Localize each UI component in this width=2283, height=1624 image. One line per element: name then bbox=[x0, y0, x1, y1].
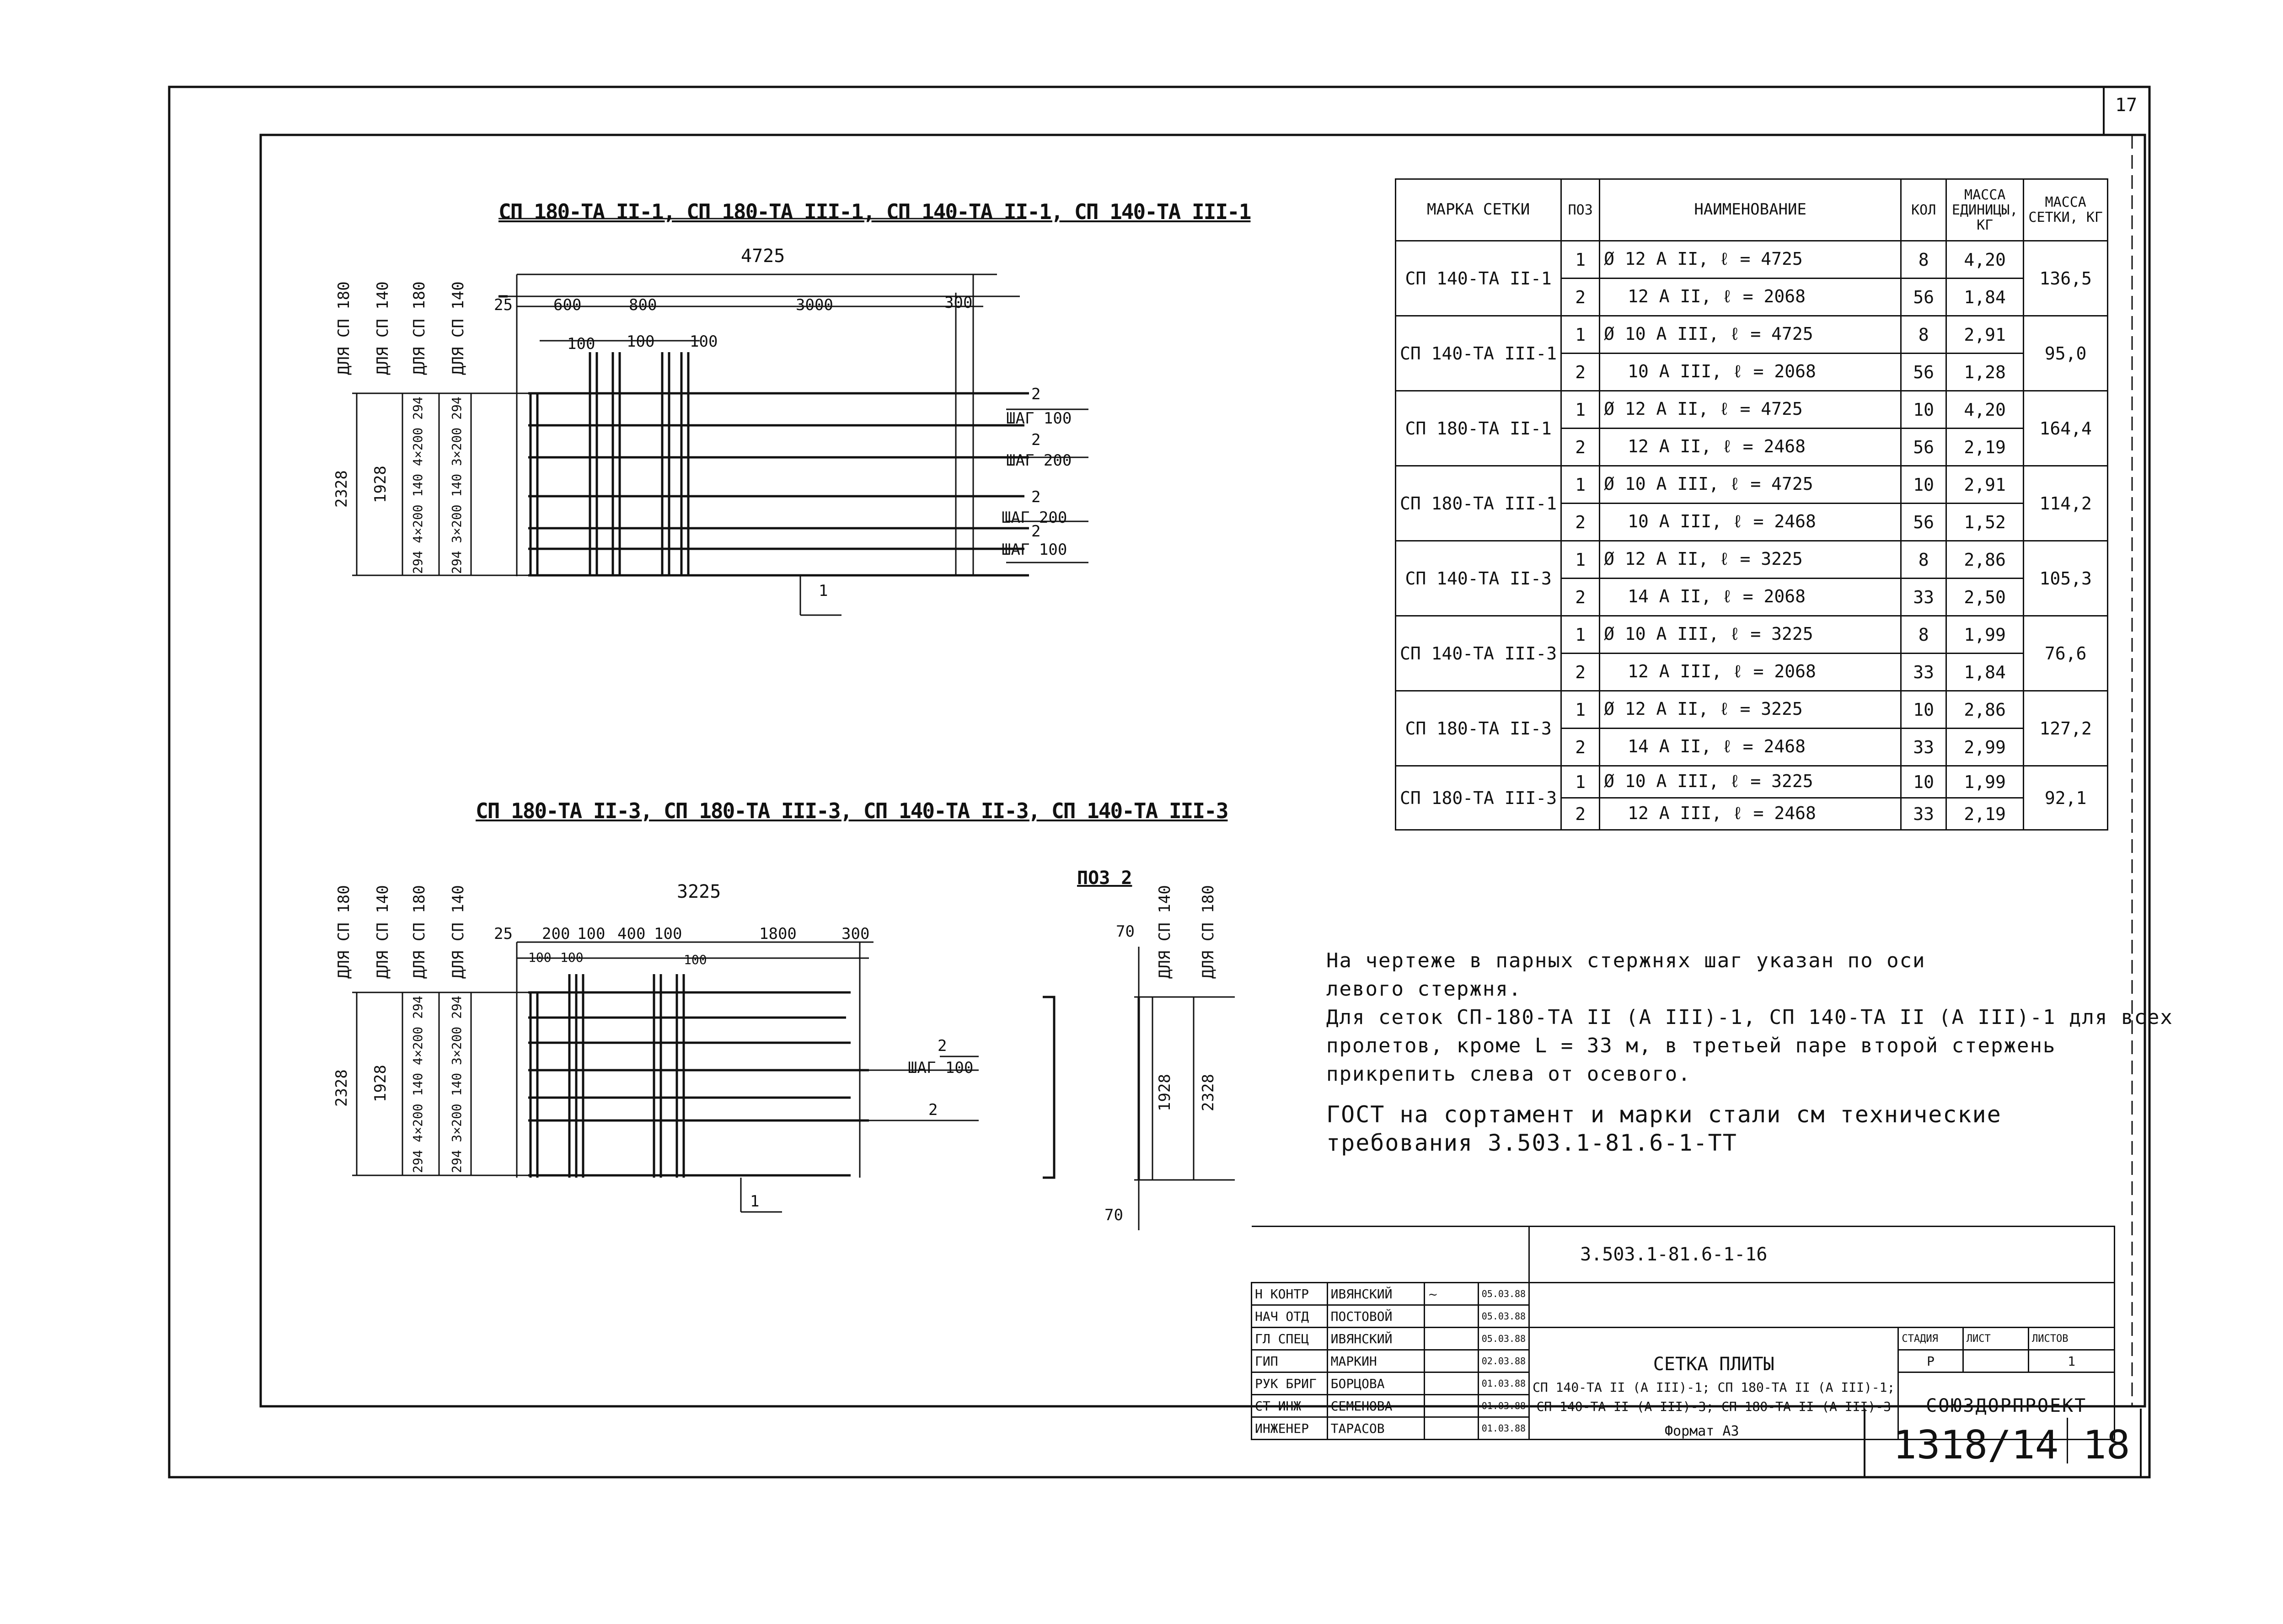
d1-label-sp180-b: ДЛЯ СП 180 bbox=[410, 281, 429, 375]
d2-dim-small-2: 100 bbox=[560, 950, 584, 965]
spec-table bbox=[1395, 178, 2108, 831]
role-cell: ГЛ СПЕЦ bbox=[1252, 1328, 1328, 1350]
pos-cell: 2 bbox=[1561, 798, 1600, 830]
d2-label-sp180-a: ДЛЯ СП 180 bbox=[335, 885, 353, 979]
pos2-label-sp140: ДЛЯ СП 140 bbox=[1156, 885, 1174, 979]
name-cell: 12 А II, ℓ = 2068 bbox=[1600, 279, 1901, 316]
qty-cell: 56 bbox=[1901, 429, 1946, 466]
d1-callout-2a: 2 bbox=[1031, 385, 1041, 403]
date-cell: 05.03.88 bbox=[1478, 1305, 1529, 1328]
organization: СОЮЗДОРПРОЕКТ bbox=[1898, 1372, 2115, 1440]
mass-cell: 2,50 bbox=[1946, 579, 2024, 616]
pos-cell: 1 bbox=[1561, 541, 1600, 579]
col-qty: КОЛ bbox=[1901, 179, 1946, 241]
pos2-title: ПОЗ 2 bbox=[1077, 868, 1132, 889]
date-cell: 05.03.88 bbox=[1478, 1328, 1529, 1350]
date-cell: 05.03.88 bbox=[1478, 1283, 1529, 1305]
name-cell: ИВЯНСКИЙ bbox=[1327, 1283, 1425, 1305]
name-cell: 12 А III, ℓ = 2468 bbox=[1600, 798, 1901, 830]
stage-value: Р bbox=[1898, 1350, 1963, 1372]
role-cell: СТ ИНЖ bbox=[1252, 1395, 1328, 1417]
title-cell bbox=[1529, 1328, 1898, 1440]
signature-cell bbox=[1425, 1350, 1478, 1372]
qty-cell: 33 bbox=[1901, 729, 1946, 766]
d1-callout-2c: 2 bbox=[1031, 488, 1041, 506]
pos2-label-sp180: ДЛЯ СП 180 bbox=[1199, 885, 1217, 979]
mass-cell: 1,52 bbox=[1946, 504, 2024, 541]
qty-cell: 8 bbox=[1901, 316, 1946, 354]
sheet-value bbox=[1963, 1350, 2028, 1372]
pos-cell: 1 bbox=[1561, 391, 1600, 429]
col-mark: МАРКА СЕТКИ bbox=[1396, 179, 1561, 241]
table-row bbox=[1396, 391, 2108, 429]
total-cell: 127,2 bbox=[2024, 691, 2108, 766]
stamp-header-empty bbox=[1252, 1227, 1529, 1283]
d1-step-200a: ШАГ 200 bbox=[1006, 451, 1072, 470]
d2-dim-25: 25 bbox=[494, 925, 513, 943]
mass-cell: 2,91 bbox=[1946, 466, 2024, 504]
mass-cell: 2,19 bbox=[1946, 429, 2024, 466]
date-cell: 01.03.88 bbox=[1478, 1395, 1529, 1417]
col-name: НАИМЕНОВАНИЕ bbox=[1600, 179, 1901, 241]
total-cell: 105,3 bbox=[2024, 541, 2108, 616]
table-row bbox=[1396, 316, 2108, 354]
d2-dim-chain-140: 294 3×200 140 3×200 294 bbox=[449, 996, 464, 1173]
mark-cell: СП 140-ТА III-1 bbox=[1396, 316, 1561, 391]
name-cell: 14 А II, ℓ = 2068 bbox=[1600, 579, 1901, 616]
date-cell: 01.03.88 bbox=[1478, 1417, 1529, 1440]
qty-cell: 10 bbox=[1901, 766, 1946, 798]
d1-dim-chain-140: 294 3×200 140 3×200 294 bbox=[449, 397, 464, 574]
pos-cell: 2 bbox=[1561, 354, 1600, 391]
qty-cell: 10 bbox=[1901, 391, 1946, 429]
drawing-code: 3.503.1-81.6-1-16 bbox=[1529, 1227, 2115, 1283]
d2-label-sp140-a: ДЛЯ СП 140 bbox=[374, 885, 392, 979]
d2-dim-2328: 2328 bbox=[332, 1069, 351, 1107]
d1-label-sp180-a: ДЛЯ СП 180 bbox=[335, 281, 353, 375]
d1-step-200b: ШАГ 200 bbox=[1002, 509, 1067, 527]
signature-cell bbox=[1425, 1417, 1478, 1440]
d2-dim-1800: 1800 bbox=[759, 925, 797, 943]
archive-box bbox=[1864, 1409, 2142, 1477]
notes-block bbox=[1326, 947, 2173, 1157]
d1-dim-1928: 1928 bbox=[371, 466, 390, 503]
col-total-mass: МАССА СЕТКИ, КГ bbox=[2024, 179, 2108, 241]
mark-cell: СП 180-ТА II-3 bbox=[1396, 691, 1561, 766]
pos-cell: 2 bbox=[1561, 654, 1600, 691]
d2-dim-200: 200 bbox=[542, 925, 570, 943]
pos-cell: 2 bbox=[1561, 279, 1600, 316]
mass-cell: 2,86 bbox=[1946, 691, 2024, 729]
drawing2-total: 3225 bbox=[677, 881, 721, 902]
d2-dim-400: 400 bbox=[617, 925, 646, 943]
role-cell: ГИП bbox=[1252, 1350, 1328, 1372]
mark-cell: СП 140-ТА II-3 bbox=[1396, 541, 1561, 616]
stage-label: СТАДИЯ bbox=[1898, 1328, 1963, 1350]
d1-step-100a: ШАГ 100 bbox=[1006, 409, 1072, 428]
pos-cell: 1 bbox=[1561, 616, 1600, 654]
date-cell: 02.03.88 bbox=[1478, 1350, 1529, 1372]
name-cell: 10 А III, ℓ = 2468 bbox=[1600, 504, 1901, 541]
sheets-label: ЛИСТОВ bbox=[2029, 1328, 2115, 1350]
pos-cell: 2 bbox=[1561, 579, 1600, 616]
drawing2-mesh bbox=[352, 942, 979, 1212]
pos2-dim-70-top: 70 bbox=[1116, 922, 1135, 941]
drawing2-title: СП 180-ТА II-3, СП 180-ТА III-3, СП 140-ТА II-3, СП 140-ТА III-3 bbox=[476, 799, 1228, 823]
name-cell: 12 А II, ℓ = 2468 bbox=[1600, 429, 1901, 466]
mass-cell: 2,86 bbox=[1946, 541, 2024, 579]
d2-dim-chain-180: 294 4×200 140 4×200 294 bbox=[410, 996, 425, 1173]
d2-dim-100a: 100 bbox=[577, 925, 606, 943]
mass-cell: 2,99 bbox=[1946, 729, 2024, 766]
d1-callout-2d: 2 bbox=[1031, 522, 1041, 541]
sheet-title-3: СП 140-ТА II (А III)-3; СП 180-ТА II (А III)-3 bbox=[1536, 1399, 1891, 1414]
d2-callout-2a: 2 bbox=[938, 1037, 947, 1055]
d1-dim-300: 300 bbox=[944, 294, 973, 312]
name-cell: Ø 10 А III, ℓ = 3225 bbox=[1600, 766, 1901, 798]
d1-dim-600: 600 bbox=[553, 296, 582, 314]
d1-label-sp140-b: ДЛЯ СП 140 bbox=[449, 281, 467, 375]
note-line: На чертеже в парных стержнях шаг указан по оси bbox=[1326, 949, 1926, 972]
d1-dim-small-3: 100 bbox=[690, 332, 718, 351]
name-cell: Ø 10 А III, ℓ = 3225 bbox=[1600, 616, 1901, 654]
table-row bbox=[1396, 241, 2108, 279]
name-cell: Ø 10 А III, ℓ = 4725 bbox=[1600, 316, 1901, 354]
pos2-dim-2328: 2328 bbox=[1199, 1074, 1217, 1111]
qty-cell: 8 bbox=[1901, 616, 1946, 654]
sheet-label: ЛИСТ bbox=[1963, 1328, 2028, 1350]
mark-cell: СП 180-ТА II-1 bbox=[1396, 391, 1561, 466]
mark-cell: СП 180-ТА III-3 bbox=[1396, 766, 1561, 830]
pos-cell: 1 bbox=[1561, 766, 1600, 798]
col-unit-mass: МАССА ЕДИНИЦЫ, КГ bbox=[1946, 179, 2024, 241]
d2-dim-1928: 1928 bbox=[371, 1065, 390, 1102]
role-cell: Н КОНТР bbox=[1252, 1283, 1328, 1305]
d1-dim-2328: 2328 bbox=[332, 470, 351, 508]
pos-cell: 2 bbox=[1561, 429, 1600, 466]
total-cell: 95,0 bbox=[2024, 316, 2108, 391]
note-line: требования 3.503.1-81.6-1-ТТ bbox=[1326, 1130, 1737, 1156]
total-cell: 114,2 bbox=[2024, 466, 2108, 541]
mass-cell: 4,20 bbox=[1946, 391, 2024, 429]
note-line: ГОСТ на сортамент и марки стали см технические bbox=[1326, 1101, 2002, 1128]
name-cell: СЕМЕНОВА bbox=[1327, 1395, 1425, 1417]
note-line: Для сеток СП-180-ТА II (А III)-1, СП 140-ТА II (А III)-1 для всех bbox=[1326, 1006, 2173, 1029]
drawing1-total: 4725 bbox=[741, 246, 785, 267]
qty-cell: 33 bbox=[1901, 798, 1946, 830]
d2-dim-300: 300 bbox=[841, 925, 870, 943]
mark-cell: СП 180-ТА III-1 bbox=[1396, 466, 1561, 541]
name-cell: 10 А III, ℓ = 2068 bbox=[1600, 354, 1901, 391]
qty-cell: 10 bbox=[1901, 691, 1946, 729]
d2-dim-small-3: 100 bbox=[684, 952, 707, 967]
d2-dim-small-1: 100 bbox=[528, 950, 552, 965]
note-line: левого стержня. bbox=[1326, 977, 1522, 1001]
sheet-title-1: СЕТКА ПЛИТЫ bbox=[1653, 1354, 1774, 1375]
pos-cell: 1 bbox=[1561, 241, 1600, 279]
d1-dim-25: 25 bbox=[494, 296, 513, 314]
mass-cell: 4,20 bbox=[1946, 241, 2024, 279]
title-block bbox=[1251, 1226, 2115, 1440]
mass-cell: 1,84 bbox=[1946, 279, 2024, 316]
role-cell: ИНЖЕНЕР bbox=[1252, 1417, 1328, 1440]
name-cell: Ø 12 А II, ℓ = 3225 bbox=[1600, 691, 1901, 729]
total-cell: 92,1 bbox=[2024, 766, 2108, 830]
pos-cell: 2 bbox=[1561, 729, 1600, 766]
pos2-dim-1928: 1928 bbox=[1156, 1074, 1174, 1111]
page-number: 17 bbox=[2115, 95, 2138, 116]
d2-label-sp140-b: ДЛЯ СП 140 bbox=[449, 885, 467, 979]
d1-dim-800: 800 bbox=[629, 296, 657, 314]
sheet-title-2: СП 140-ТА II (А III)-1; СП 180-ТА II (А III)-1; bbox=[1533, 1380, 1895, 1395]
archive-sheet: 18 bbox=[2083, 1422, 2130, 1468]
name-cell: ТАРАСОВ bbox=[1327, 1417, 1425, 1440]
name-cell: ИВЯНСКИЙ bbox=[1327, 1328, 1425, 1350]
qty-cell: 33 bbox=[1901, 579, 1946, 616]
col-pos: ПОЗ bbox=[1561, 179, 1600, 241]
name-cell: Ø 10 А III, ℓ = 4725 bbox=[1600, 466, 1901, 504]
signature-cell bbox=[1425, 1305, 1478, 1328]
sheets-value: 1 bbox=[2029, 1350, 2115, 1372]
pos-cell: 1 bbox=[1561, 691, 1600, 729]
name-cell: ПОСТОВОЙ bbox=[1327, 1305, 1425, 1328]
d1-dim-small-2: 100 bbox=[627, 332, 655, 351]
d2-callout-2b: 2 bbox=[928, 1101, 938, 1119]
mark-cell: СП 140-ТА II-1 bbox=[1396, 241, 1561, 316]
format-label: Формат А3 bbox=[1665, 1423, 1739, 1439]
d1-dim-chain-180: 294 4×200 140 4×200 294 bbox=[410, 397, 425, 574]
mass-cell: 1,99 bbox=[1946, 616, 2024, 654]
total-cell: 164,4 bbox=[2024, 391, 2108, 466]
d1-dim-3000: 3000 bbox=[796, 296, 833, 314]
mass-cell: 2,19 bbox=[1946, 798, 2024, 830]
qty-cell: 8 bbox=[1901, 541, 1946, 579]
d2-step-100: ШАГ 100 bbox=[908, 1059, 974, 1077]
table-row bbox=[1396, 466, 2108, 504]
table-row bbox=[1396, 766, 2108, 798]
name-cell: Ø 12 А II, ℓ = 3225 bbox=[1600, 541, 1901, 579]
pos2-dim-70-bottom: 70 bbox=[1104, 1206, 1123, 1224]
name-cell: Ø 12 А II, ℓ = 4725 bbox=[1600, 241, 1901, 279]
role-cell: РУК БРИГ bbox=[1252, 1372, 1328, 1395]
d1-callout-2b: 2 bbox=[1031, 431, 1041, 449]
signature-cell bbox=[1425, 1328, 1478, 1350]
note-line: пролетов, кроме L = 33 м, в третьей паре второй стержень bbox=[1326, 1034, 2056, 1057]
signature-cell bbox=[1425, 1395, 1478, 1417]
name-cell: Ø 12 А II, ℓ = 4725 bbox=[1600, 391, 1901, 429]
archive-divider bbox=[2067, 1418, 2068, 1463]
table-row bbox=[1396, 691, 2108, 729]
signature-cell bbox=[1425, 1372, 1478, 1395]
stamp-blank bbox=[1529, 1283, 2115, 1328]
name-cell: БОРЦОВА bbox=[1327, 1372, 1425, 1395]
pos-cell: 2 bbox=[1561, 504, 1600, 541]
pos-cell: 1 bbox=[1561, 316, 1600, 354]
note-line: прикрепить слева от осевого. bbox=[1326, 1062, 1691, 1086]
mass-cell: 2,91 bbox=[1946, 316, 2024, 354]
mass-cell: 1,99 bbox=[1946, 766, 2024, 798]
qty-cell: 10 bbox=[1901, 466, 1946, 504]
total-cell: 76,6 bbox=[2024, 616, 2108, 691]
date-cell: 01.03.88 bbox=[1478, 1372, 1529, 1395]
d2-label-sp180-b: ДЛЯ СП 180 bbox=[410, 885, 429, 979]
d2-dim-100b: 100 bbox=[654, 925, 682, 943]
d1-step-100b: ШАГ 100 bbox=[1002, 541, 1067, 559]
name-cell: 12 А III, ℓ = 2068 bbox=[1600, 654, 1901, 691]
qty-cell: 56 bbox=[1901, 279, 1946, 316]
qty-cell: 8 bbox=[1901, 241, 1946, 279]
mass-cell: 1,84 bbox=[1946, 654, 2024, 691]
qty-cell: 33 bbox=[1901, 654, 1946, 691]
name-cell: МАРКИН bbox=[1327, 1350, 1425, 1372]
signature-cell: ~ bbox=[1425, 1283, 1478, 1305]
d1-label-sp140-a: ДЛЯ СП 140 bbox=[374, 281, 392, 375]
qty-cell: 56 bbox=[1901, 504, 1946, 541]
d2-callout-1: 1 bbox=[750, 1192, 760, 1211]
drawing1-title: СП 180-ТА II-1, СП 180-ТА III-1, СП 140-ТА II-1, СП 140-ТА III-1 bbox=[498, 199, 1251, 224]
d1-callout-1: 1 bbox=[819, 582, 828, 600]
mass-cell: 1,28 bbox=[1946, 354, 2024, 391]
table-row bbox=[1396, 616, 2108, 654]
role-cell: НАЧ ОТД bbox=[1252, 1305, 1328, 1328]
mark-cell: СП 140-ТА III-3 bbox=[1396, 616, 1561, 691]
qty-cell: 56 bbox=[1901, 354, 1946, 391]
table-row bbox=[1396, 541, 2108, 579]
name-cell: 14 А II, ℓ = 2468 bbox=[1600, 729, 1901, 766]
total-cell: 136,5 bbox=[2024, 241, 2108, 316]
pos-cell: 1 bbox=[1561, 466, 1600, 504]
d1-dim-small-1: 100 bbox=[567, 335, 595, 353]
archive-number: 1318/14 bbox=[1893, 1422, 2059, 1468]
